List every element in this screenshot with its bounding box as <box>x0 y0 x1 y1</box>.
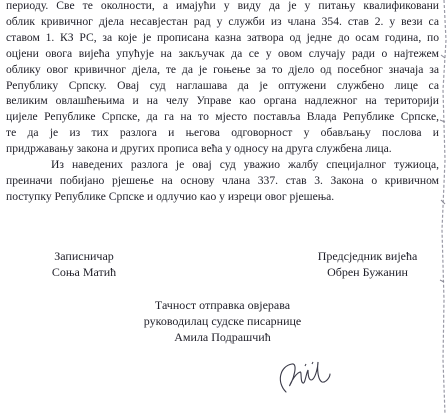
handwritten-signature <box>272 352 332 402</box>
text-line: поступку Републике Српске и одлучио као у изреци овог рјешења. <box>6 189 335 203</box>
body-paragraph-conclusion <box>6 157 439 205</box>
body-paragraph-reasoning <box>6 0 439 157</box>
president-name: Обрен Бужанин <box>327 265 408 279</box>
certification-name: Амила Подрашчић <box>174 330 271 344</box>
president-signature-block <box>300 248 435 280</box>
text-line: ставом 1. КЗ РС, за које је прописана казна затвора од једне до осам година, по <box>6 30 439 44</box>
text-line: те да је из тих разлога и његова одговорност у обављању послова и <box>6 126 439 140</box>
president-title: Предсједник вијећа <box>317 249 418 263</box>
text-line: Из наведених разлога је овај суд уважио жалбу специјалног тужиоца, <box>51 158 439 171</box>
certification-line: Тачност отправка овјерава <box>154 298 291 312</box>
text-line: цијеле Републике Српске, да га на то мјесто поставља Влада Републике Српске, <box>6 110 439 124</box>
certification-role: руководилац судске писарнице <box>143 314 302 328</box>
text-line: придржавању закона и других прописа већа у односу на друга службена лица. <box>6 142 392 156</box>
text-line: облик кривичног дјела несавјестан рад у служби из члана 354. став 2. у вези са <box>6 14 439 28</box>
recorder-signature-block <box>34 248 134 280</box>
page-edge-stamp <box>435 0 447 414</box>
text-line: преиначи побијано рјешење на основу члана 337. став 3. Закона о кривичном <box>6 173 439 187</box>
recorder-title: Записничар <box>54 249 114 263</box>
recorder-name: Соња Матић <box>51 265 117 279</box>
text-line: периоду. Све те околности, а имајући у виду да је у питању квалификовани <box>6 0 439 12</box>
certification-block <box>120 297 325 345</box>
text-line: великим овлашћењима и на челу Управе као органа надлежног на територији <box>6 94 439 108</box>
text-line: Републику Српску. Овај суд наглашава да је оптужени службено лице са <box>6 78 439 92</box>
text-line: оцјени овога вијећа упућује на закључак да се у овом случају ради о најтежем <box>6 46 439 60</box>
text-line: облику овог кривичног дјела, те да је гоњење за то дјело од посебног значаја за <box>6 62 439 76</box>
